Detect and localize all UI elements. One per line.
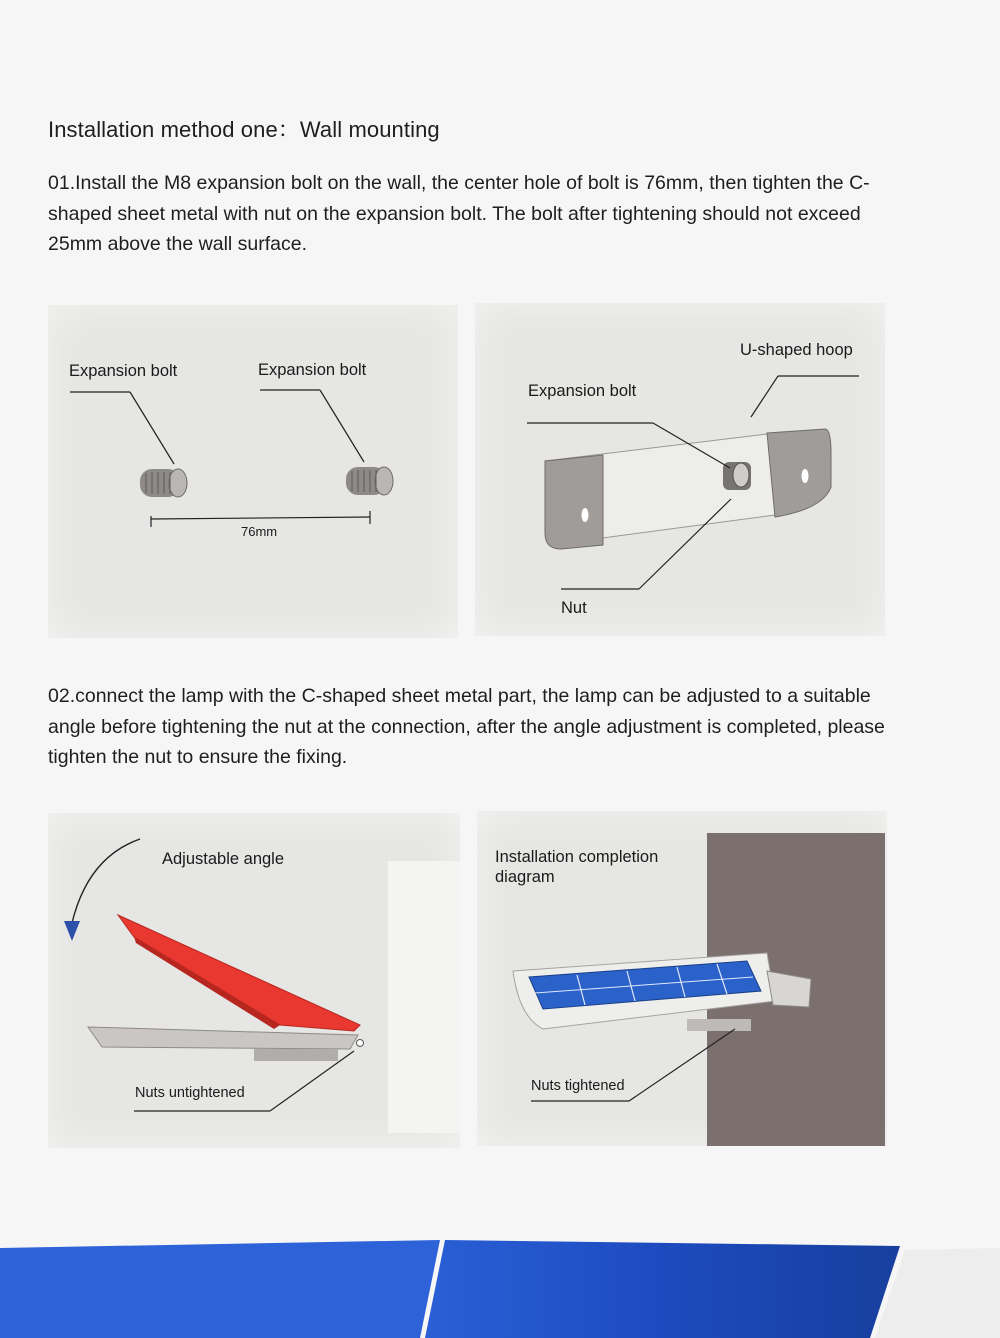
figure-adjustable-angle [48, 813, 460, 1148]
label-nuts-tightened: Nuts tightened [531, 1078, 625, 1094]
footer-band [0, 1240, 1000, 1338]
hoop-bracket [545, 429, 831, 549]
figure-expansion-bolts [48, 305, 458, 638]
label-nuts-untightened: Nuts untightened [135, 1085, 245, 1101]
label-installation-completion: Installation completion diagram [495, 848, 659, 886]
bolt-left [140, 469, 187, 497]
label-adjustable-angle: Adjustable angle [162, 850, 285, 868]
label-expansion-bolt-left: Expansion bolt [69, 362, 178, 380]
figure-installation-completion [477, 811, 887, 1146]
figure-u-shaped-hoop [475, 303, 885, 636]
label-u-shaped-hoop: U-shaped hoop [740, 341, 853, 359]
bolt-right [346, 467, 393, 495]
label-dimension: 76mm [241, 524, 278, 539]
label-expansion-bolt: Expansion bolt [528, 382, 637, 400]
step-2-text: 02.connect the lamp with the C-shaped sheet metal part, the lamp can be adjusted to a suitable angle before tightening the nut at the connection, after the angle adjustment is completed, please tighten the nut to ensure the fixing. [48, 685, 885, 768]
step-1-text: 01.Install the M8 expansion bolt on the wall, the center hole of bolt is 76mm, then tighten the C-shaped sheet metal with nut on the expansion bolt. The bolt after tightening should not exceed 25mm above the wall surface. [48, 172, 870, 255]
lamp-raised [118, 915, 360, 1031]
lamp-lowered [88, 1027, 364, 1061]
label-expansion-bolt-right: Expansion bolt [258, 361, 367, 379]
label-nut: Nut [561, 599, 587, 617]
section-heading: Installation method one：Wall mounting [48, 117, 440, 142]
